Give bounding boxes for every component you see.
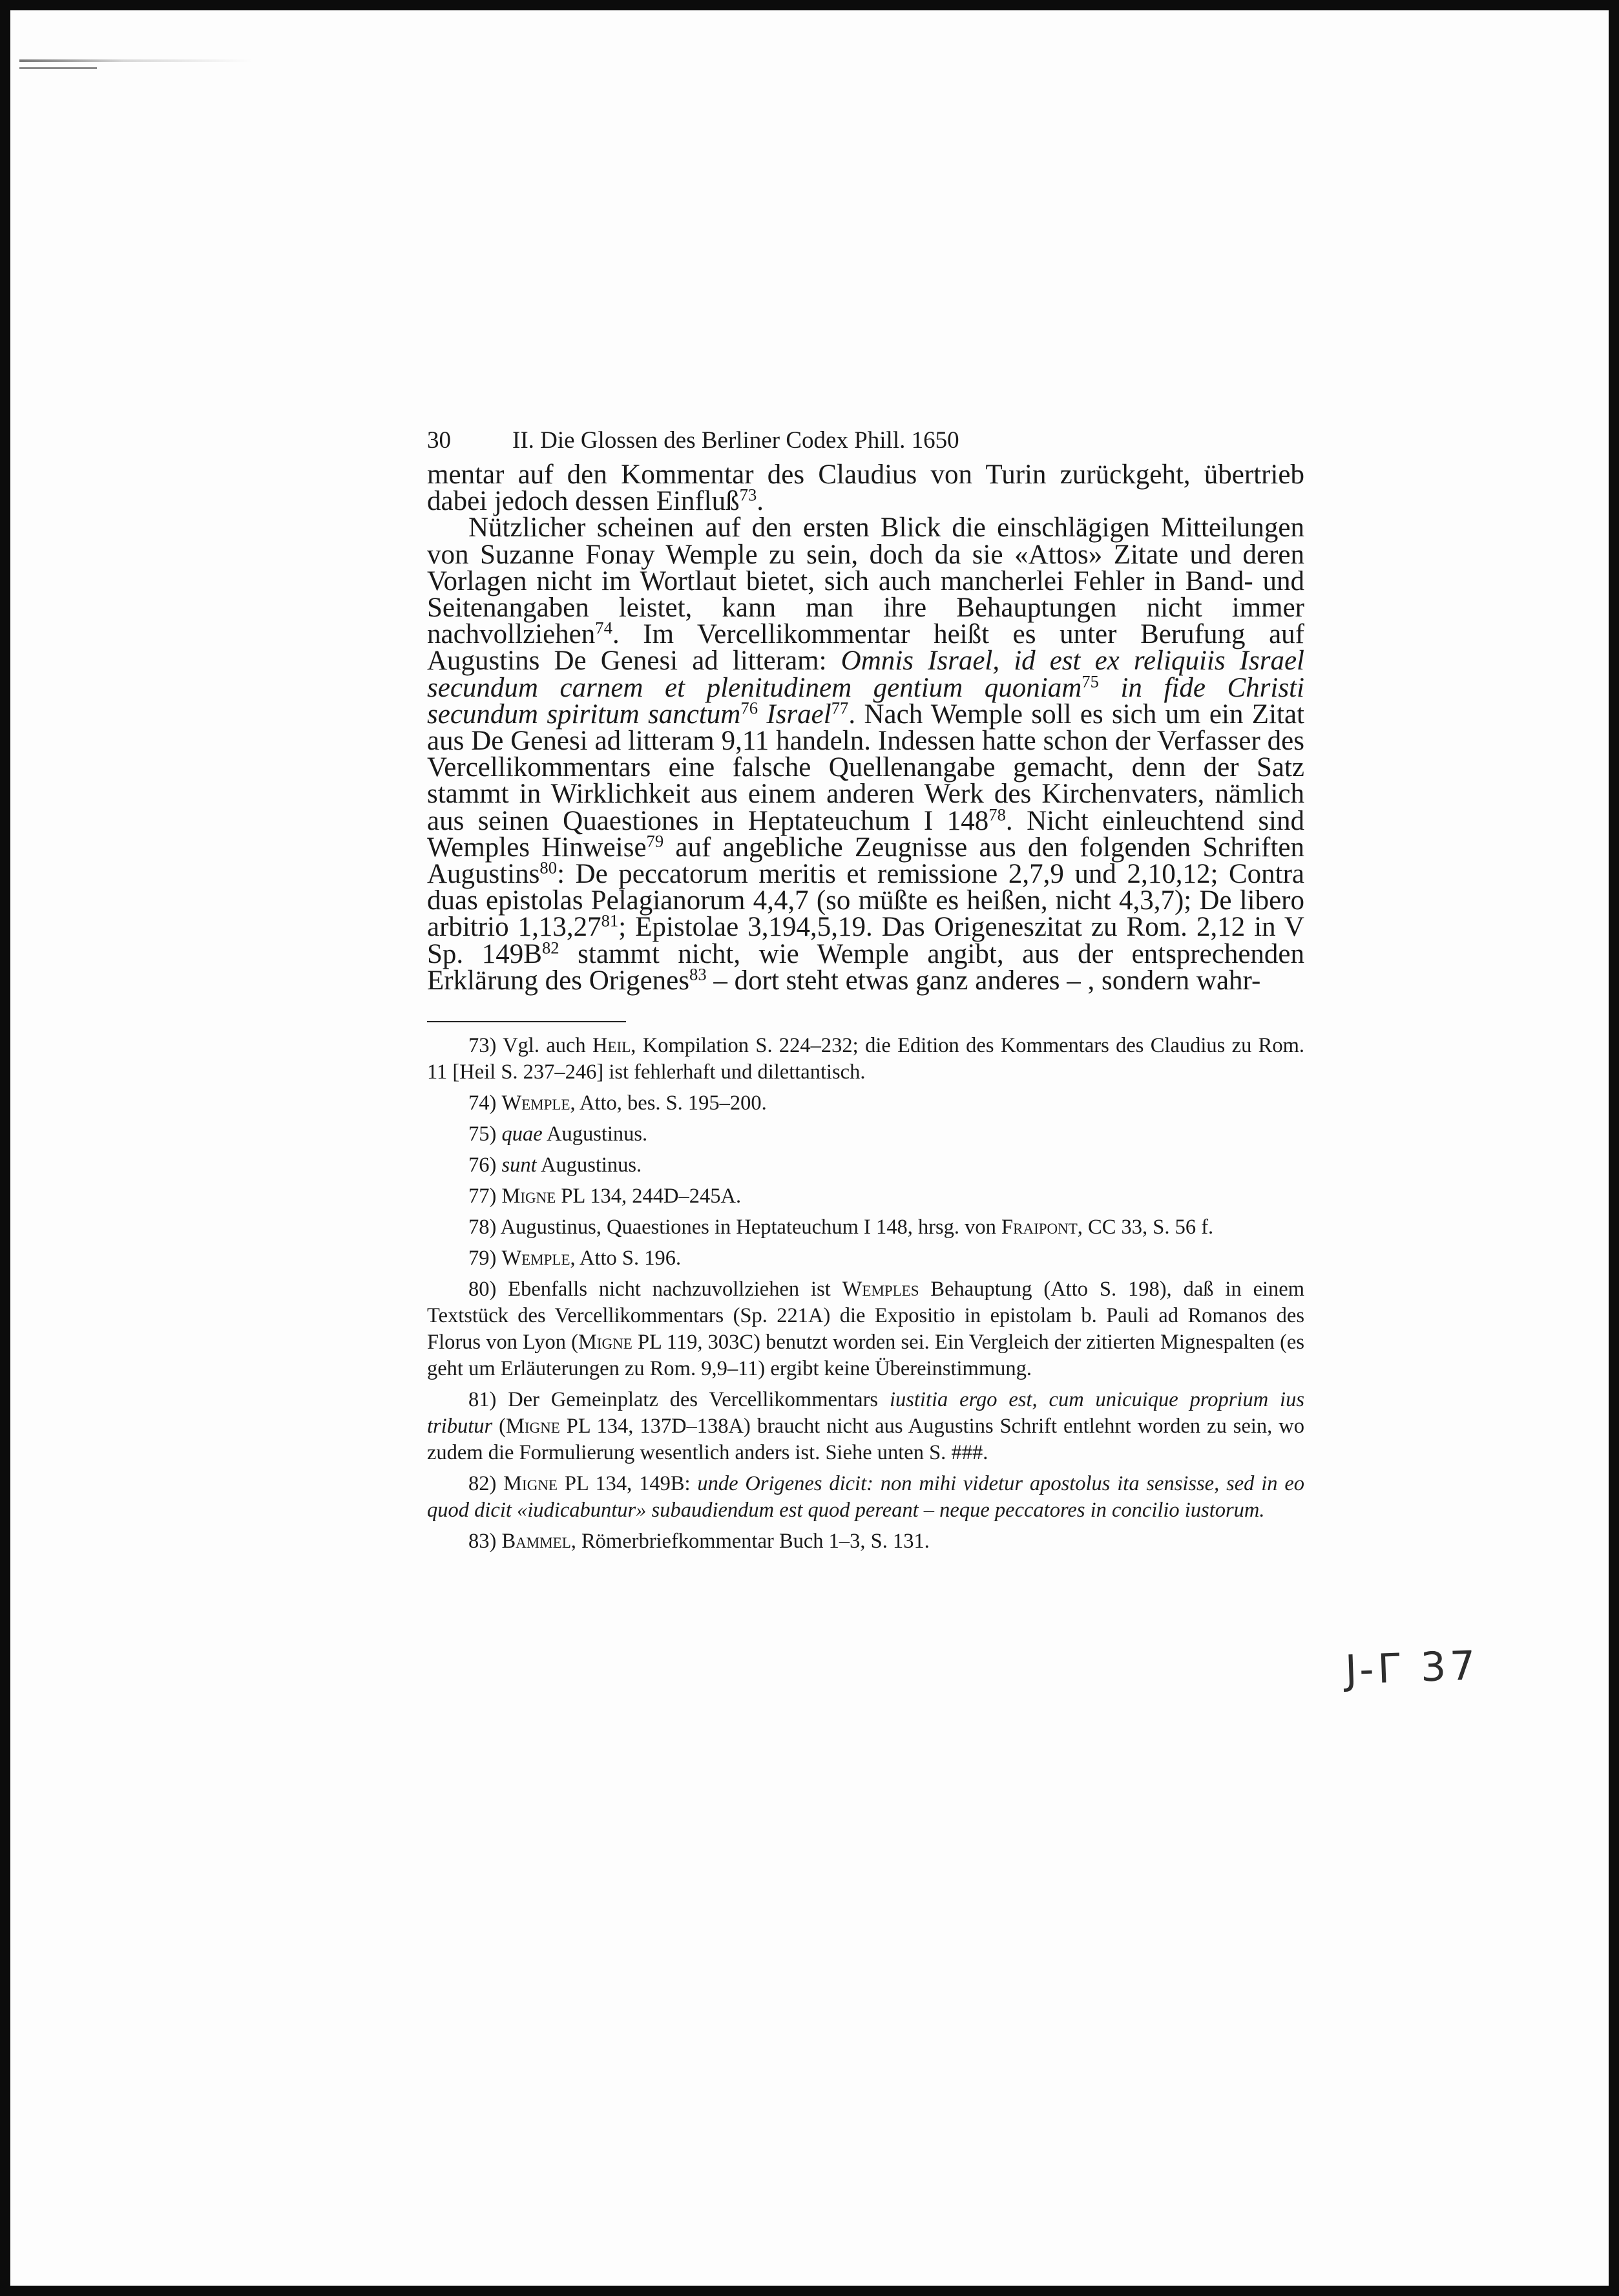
placeholder-mark: ### bbox=[951, 1441, 983, 1465]
handwritten-margin-note: J-Γ 37 bbox=[1344, 1641, 1480, 1694]
footnote-83: 83) Bammel, Römerbriefkommentar Buch 1–3, S. 131. bbox=[468, 1530, 930, 1553]
footnote-76: 76) sunt Augustinus. bbox=[468, 1153, 642, 1177]
footnote-ref[interactable]: 79 bbox=[646, 831, 664, 851]
running-head bbox=[427, 427, 1304, 459]
footnotes bbox=[427, 1033, 1304, 1555]
footnote-73: 73) Vgl. auch Heil, Kompilation S. 224–232; die Edition des Kommentars des Claudius zu Rom. 11 [Heil S. 237–246] ist fehlerhaft und dilettantisch. bbox=[427, 1034, 1305, 1084]
footnote-ref[interactable]: 83 bbox=[689, 964, 707, 984]
body-text bbox=[427, 461, 1304, 994]
scan-artifact bbox=[19, 67, 97, 69]
latin-quote: in fide Christi secundum spiritum sanctum bbox=[427, 672, 1304, 730]
footnote-ref[interactable]: 78 bbox=[988, 804, 1006, 824]
footnote-ref[interactable]: 74 bbox=[595, 618, 612, 638]
footnote-82: 82) Migne PL 134, 149B: unde Origenes dicit: non mihi videtur apostolus ita sensisse, sed in eo quod dicit «iudicabuntur» subaudiendum est quod pereant – neque peccatores in concilio iustorum. bbox=[427, 1472, 1304, 1522]
footnote-divider bbox=[427, 1021, 626, 1022]
running-title: II. Die Glossen des Berliner Codex Phill. 1650 bbox=[512, 427, 959, 454]
paragraph: Nützlicher scheinen auf den ersten Blick die einschlägigen Mitteilungen von Suzanne Fonay Wemple zu sein, doch da sie «Attos» Zitate und deren Vorlagen nicht im Wortlaut bietet, sich auch mancherlei Fehler in Band- und Seitenangaben leistet, kann man ihre Behauptungen nicht immer nachvollziehen$^{74}$. Im Vercellikommentar heißt es unter Berufung auf Augustins De Genesi ad litteram: Omnis Israel, id est ex reliquiis Israel secundum carnem et plenitudinem gentium quoniam$^{75}$ in fide Christi secundum spiritum sanctum$^{76}$ Israel$^{77}$. Nach Wemple soll es sich um ein Zitat aus De Genesi ad litteram 9,11 handeln. Indessen hatte schon der Verfasser des Vercellikommentars eine falsche Quellenangabe gemacht, denn der Satz stammt in Wirklichkeit aus einem anderen Werk des Kirchenvaters, nämlich aus seinen Quaestiones in Heptateuchum I $148^{78}$. Nicht einleuchtend sind Wemples Hinweise$^{79}$ auf angebliche Zeugnisse aus den folgenden Schriften Augustins$^{80}$: De peccatorum meritis et remissione 2,7,9 und 2,10,12; Contra duas epistolas Pelagianorum 4,4,7 (so müßte es heißen, nicht 4,3,7); De libero arbitrio 1,13,27$^{81}$; Epistolae 3,194,5,19. Das Origeneszitat zu Rom. 2,12 in V Sp. $149B^{82}$ stammt nicht, wie Wemple angibt, aus der entsprechenden Erklärung des Origenes$^{83}$ – dort steht etwas ganz anderes – , sondern wahr- bbox=[427, 512, 1304, 996]
footnote-ref[interactable]: 81 bbox=[601, 911, 619, 931]
footnote-ref[interactable]: 73 bbox=[739, 485, 757, 505]
latin-quote: Omnis Israel, id est ex reliquiis Israel secundum carnem et plenitudinem gentium quoniam bbox=[427, 646, 1304, 703]
footnote-ref[interactable]: 75 bbox=[1081, 671, 1099, 691]
footnote-ref[interactable]: 77 bbox=[831, 698, 849, 718]
footnote-79: 79) Wemple, Atto S. 196. bbox=[468, 1247, 682, 1270]
scan-artifact bbox=[19, 59, 252, 62]
footnote-81: 81) Der Gemeinplatz des Vercellikommentars iustitia ergo est, cum unicuique proprium ius tributur (Migne PL 134, 137D–138A) braucht nicht aus Augustins Schrift entlehnt worden zu sein, wo zudem die Formulierung wesentlich anders ist. Siehe unten S. ###. bbox=[427, 1388, 1304, 1465]
footnote-78: 78) Augustinus, Quaestiones in Heptateuchum I 148, hrsg. von Fraipont, CC 33, S. 56 f. bbox=[468, 1216, 1214, 1239]
page-content bbox=[427, 427, 1304, 1559]
footnote-80: 80) Ebenfalls nicht nachzuvollziehen ist Wemples Behauptung (Atto S. 198), daß in einem Textstück des Vercellikommentars (Sp. 221A) die Expositio in epistolam b. Pauli ad Romanos des Florus von Lyon (Migne PL 119, 303C) benutzt worden sei. Ein Vergleich der zitierten Mignespalten (es geht um Erläuterungen zu Rom. 9,9–11) ergibt keine Übereinstimmung. bbox=[427, 1278, 1305, 1381]
footnote-ref[interactable]: 82 bbox=[541, 938, 559, 957]
footnote-75: 75) quae Augustinus. bbox=[468, 1122, 648, 1146]
footnote-ref[interactable]: 80 bbox=[539, 858, 558, 878]
page-number: 30 bbox=[427, 427, 451, 454]
footnote-74: 74) Wemple, Atto, bes. S. 195–200. bbox=[468, 1091, 767, 1115]
footnote-77: 77) Migne PL 134, 244D–245A. bbox=[468, 1185, 742, 1208]
latin-quote: Israel bbox=[758, 699, 831, 730]
footnote-ref[interactable]: 76 bbox=[740, 698, 758, 718]
paragraph: mentar auf den Kommentar des Claudius von Turin zurückgeht, übertrieb dabei jedoch dessen Einfluß$^{73}$. bbox=[427, 459, 1304, 517]
